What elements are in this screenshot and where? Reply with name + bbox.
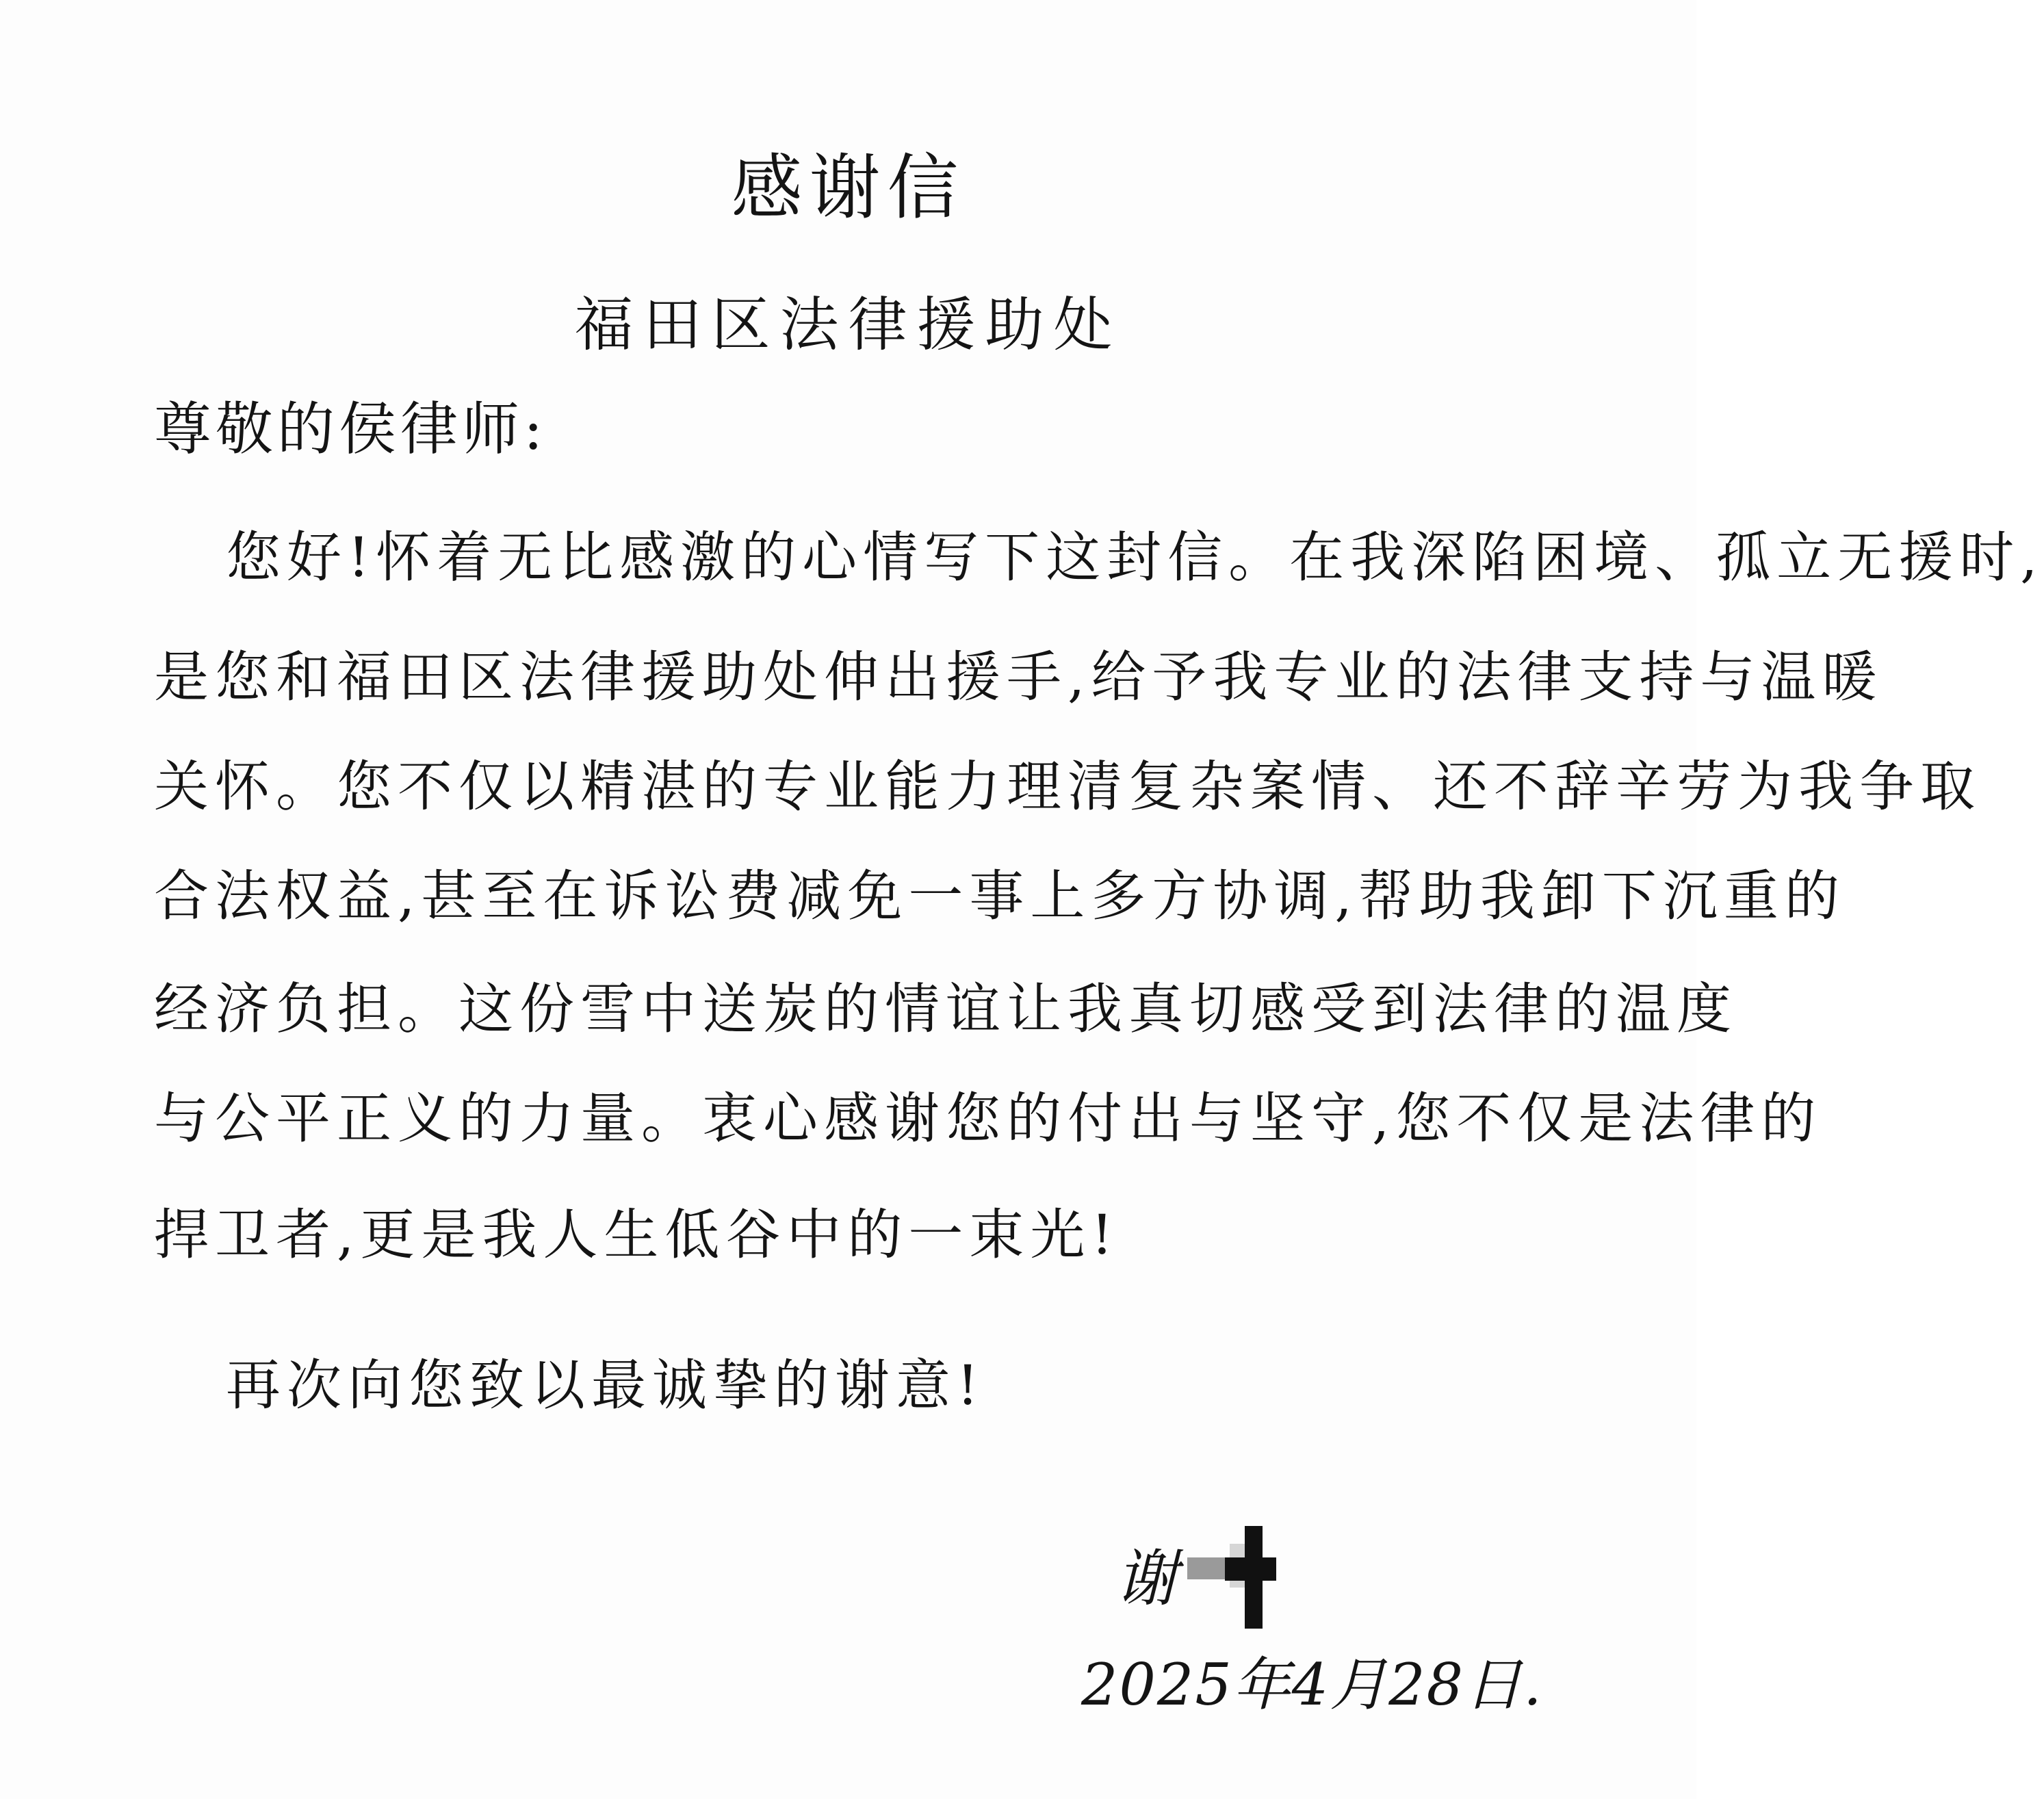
salutation: 尊敬的侯律师: — [154, 396, 547, 463]
signature — [1115, 1526, 1293, 1615]
body-line-3: 关怀。您不仅以精湛的专业能力理清复杂案情、还不辞辛劳为我争取 — [154, 755, 1981, 818]
body-line-5: 经济负担。这份雪中送炭的情谊让我真切感受到法律的温度 — [154, 977, 1737, 1041]
body-line-7: 捍卫者,更是我人生低谷中的一束光! — [154, 1203, 1120, 1267]
closing-line: 再次向您致以最诚挚的谢意! — [226, 1354, 985, 1417]
signature-redaction-mark — [1187, 1557, 1230, 1579]
body-line-2: 是您和福田区法律援助处伸出援手,给予我专业的法律支持与温暖 — [154, 645, 1883, 709]
body-line-6: 与公平正义的力量。衷心感谢您的付出与坚守,您不仅是法律的 — [154, 1087, 1822, 1150]
body-line-4: 合法权益,甚至在诉讼费减免一事上多方协调,帮助我卸下沉重的 — [154, 864, 1846, 928]
recipient-organization: 福田区法律援助处 — [574, 291, 1122, 359]
signature-surname: 谢 — [1115, 1543, 1177, 1615]
letter-date: 2025年4月28日. — [1081, 1651, 1543, 1718]
body-line-1: 您好!怀着无比感激的心情写下这封信。在我深陷困境、孤立无援时, — [226, 526, 2044, 589]
letter-title: 感谢信 — [731, 146, 966, 229]
signature-redaction-mark — [1225, 1557, 1276, 1581]
